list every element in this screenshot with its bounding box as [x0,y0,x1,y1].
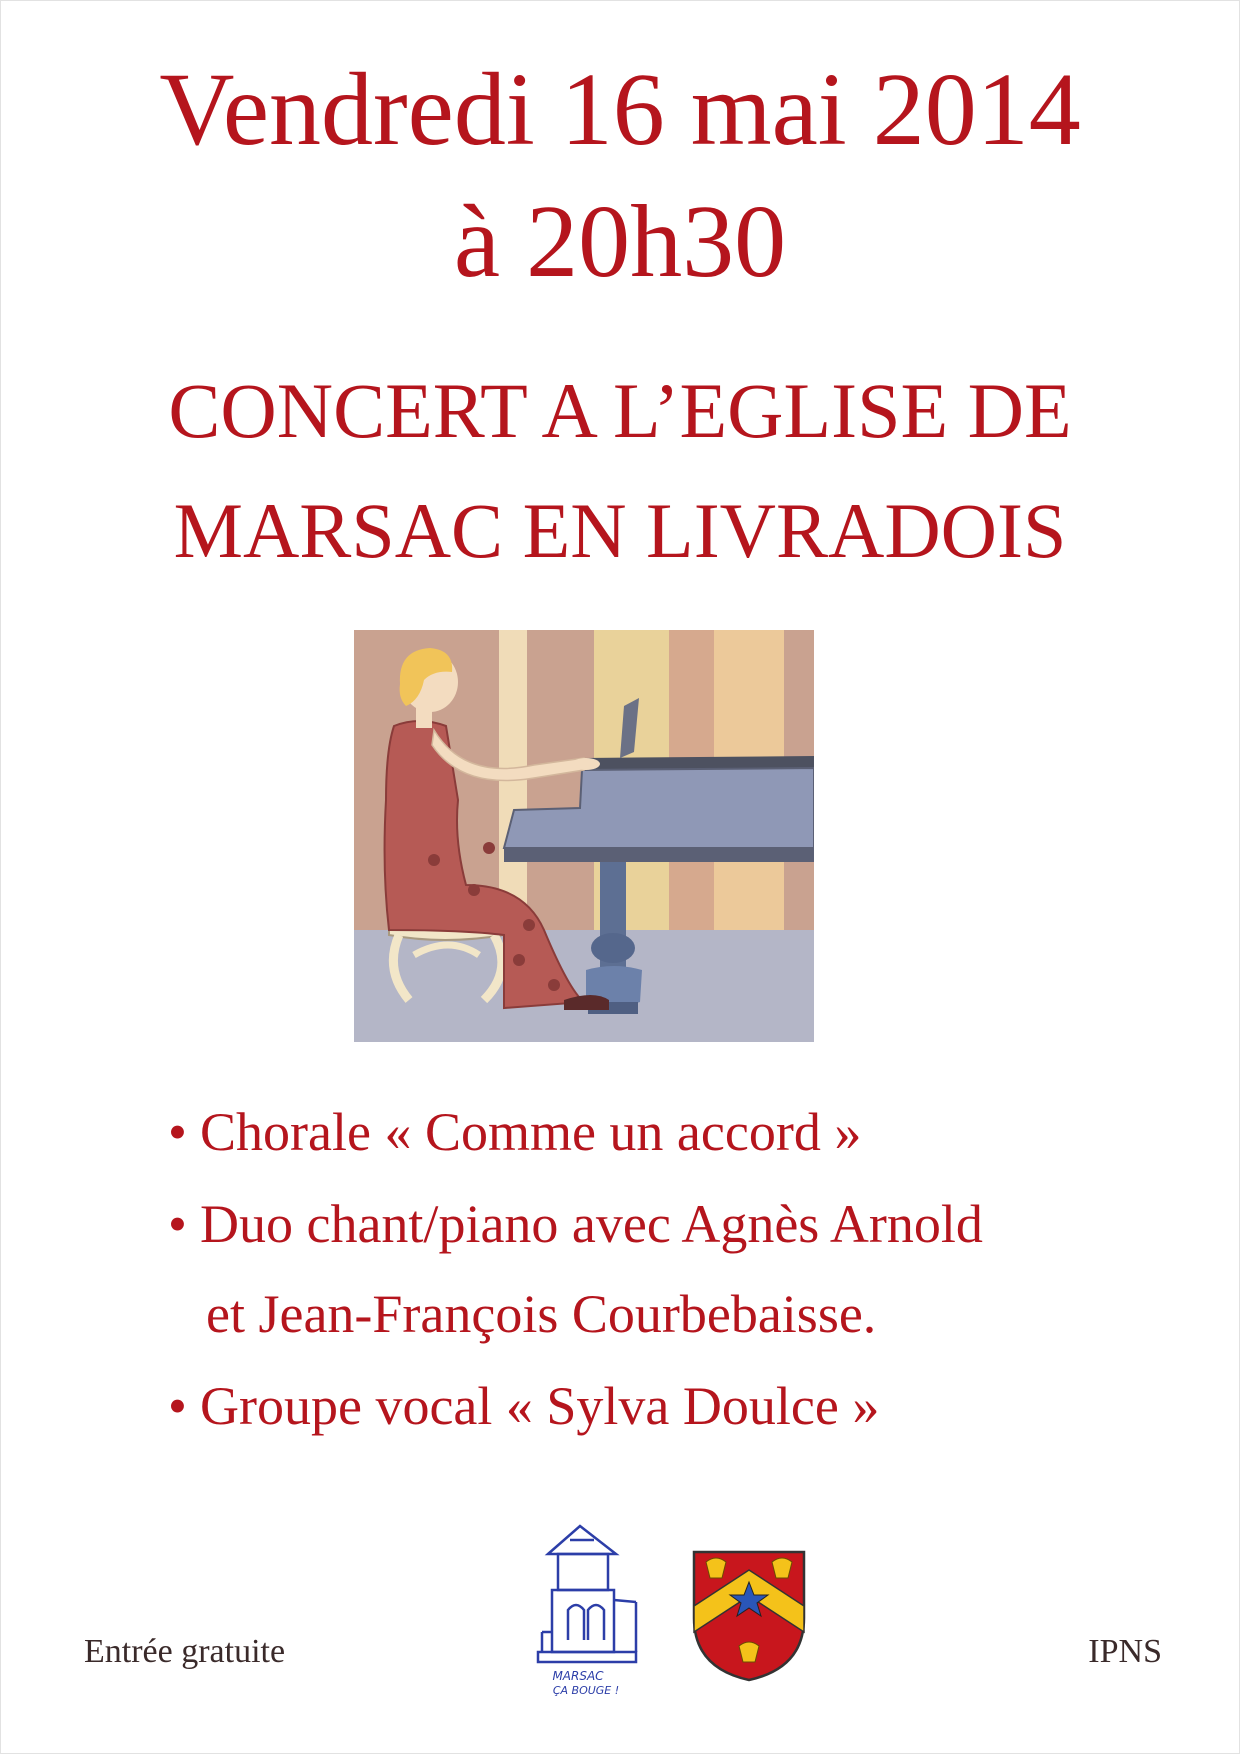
marsac-ca-bouge-logo-icon [528,1522,652,1698]
program-item-groupe-vocal-text: Groupe vocal « Sylva Doulce » [200,1376,880,1436]
bullet: • [168,1376,187,1436]
pianist-illustration-icon [354,630,814,1042]
bullet: • [168,1102,187,1162]
concert-title-line2: MARSAC EN LIVRADOIS [173,487,1067,574]
program-item-duo-text: Duo chant/piano avec Agnès Arnold [200,1194,983,1254]
marsac-coat-of-arms-icon [690,1548,808,1682]
logo-text-marsac: MARSAC [552,1669,604,1683]
program-item-chorale [168,1102,861,1162]
event-date: Vendredi 16 mai 2014 [159,52,1081,167]
program-item-chorale-text: Chorale « Comme un accord » [200,1102,862,1162]
program-item-duo [168,1194,983,1254]
logo-text-ca-bouge: ÇA BOUGE ! [552,1684,620,1697]
program-item-duo-continuation: et Jean-François Courbebaisse. [206,1284,877,1344]
event-time: à 20h30 [453,184,787,299]
program-item-groupe-vocal [168,1376,879,1436]
ipns-mention: IPNS [1088,1633,1162,1670]
bullet: • [168,1194,187,1254]
concert-title-line1: CONCERT A L’EGLISE DE [168,367,1072,454]
free-entry-note: Entrée gratuite [84,1633,286,1670]
